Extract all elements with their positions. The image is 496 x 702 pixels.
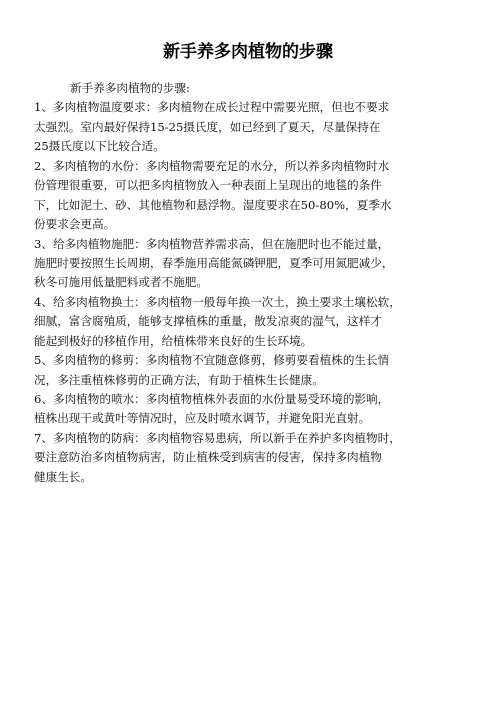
step-3-line-3: 秋冬可施用低量肥料或者不施肥。 [34,275,208,290]
step-6-line-1: 6、多肉植物的喷水：多肉植物植株外表面的水份量易受环境的影响， [34,392,390,406]
step-2-line-1: 2、多肉植物的水份：多肉植物需要充足的水分，所以养多肉植物时水 [34,158,390,173]
step-1-line-3: 25摄氏度以下比较合适。 [34,139,165,154]
step-2-line-4: 份要求会更高。 [34,217,116,232]
step-5-line-2: 况，多注重植株修剪的正确方法，有助于植株生长健康。 [34,372,324,387]
step-3-line-1: 3、给多肉植物施肥：多肉植物营养需求高，但在施肥时也不能过量， [34,236,390,251]
document-body [34,79,474,487]
step-2-line-2: 份管理很重要，可以把多肉植物放入一种表面上呈现出的地毯的条件 [34,178,382,193]
step-7-line-3: 健康生长。 [34,469,92,484]
intro-line: 新手养多肉植物的步骤: [70,81,190,95]
step-3-line-2: 施肥时要按照生长周期，春季施用高能氮磷钾肥，夏季可用氮肥减少， [34,255,394,270]
step-4-line-3: 能起到极好的移植作用，给植株带来良好的生长环境。 [34,333,313,348]
step-6-line-2: 植株出现干或黄叶等情况时，应及时喷水调节，并避免阳光直射。 [34,411,371,426]
step-4-line-1: 4、给多肉植物换土：多肉植物一般每年换一次土，换土要求土壤松软， [34,294,401,309]
step-7-line-2: 要注意防治多肉植物病害，防止植株受到病害的侵害，保持多肉植物 [34,450,382,465]
step-5-line-1: 5、多肉植物的修剪：多肉植物不宜随意修剪，修剪要看植株的生长情 [34,353,390,368]
document-title: 新手养多肉植物的步骤 [163,42,333,62]
step-4-line-2: 细腻，富含腐殖质，能够支撑植株的重量，散发凉爽的湿气，这样才 [34,314,382,329]
step-7-line-1: 7、多肉植物的防病：多肉植物容易患病，所以新手在养护多肉植物时， [34,430,401,445]
step-2-line-3: 下，比如泥土、砂、其他植物和悬浮物。湿度要求在50-80%，夏季水 [34,197,392,212]
step-1-line-2: 太强烈。室内最好保持15-25摄氏度，如已经到了夏天，尽量保持在 [34,119,381,134]
step-1-line-1: 1、多肉植物温度要求：多肉植物在成长过程中需要光照，但也不要求 [34,100,390,115]
